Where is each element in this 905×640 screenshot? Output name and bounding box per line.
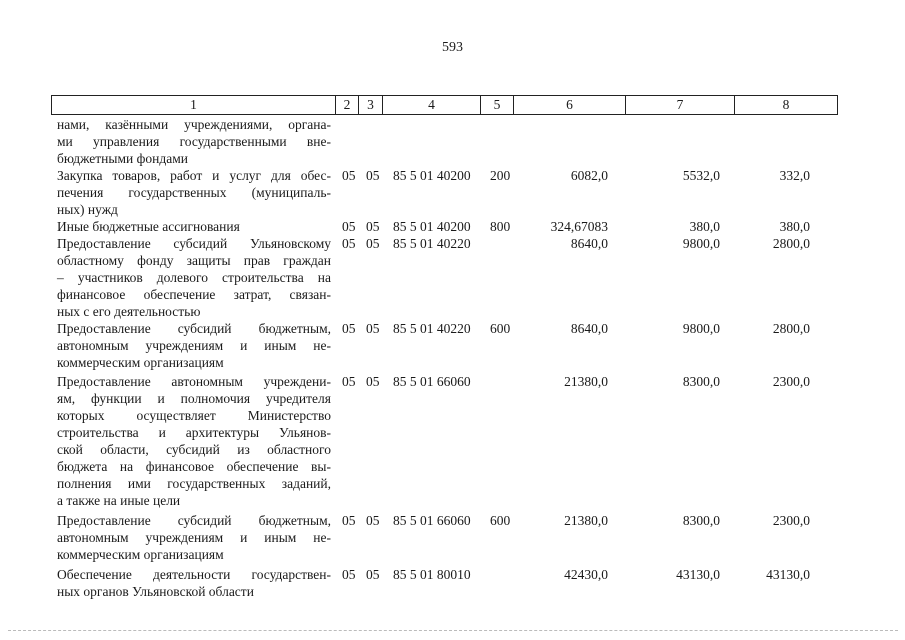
row-expense-type: 600 — [490, 321, 511, 336]
row-amount-6: 42430,0 — [564, 567, 608, 582]
row-name: Предоставление субсидий Ульяновскому областному фонду защиты прав граждан – участников долевого строительства на финансовое обеспечение затрат, связан- ных с его деятельностью — [57, 236, 331, 319]
row-amount-8: 2800,0 — [772, 236, 810, 251]
header-col-5: 5 — [480, 96, 513, 114]
row-amount-6: 8640,0 — [570, 236, 608, 251]
row-section: 05 — [342, 321, 356, 336]
header-col-8: 8 — [734, 96, 837, 114]
row-section: 05 — [342, 236, 356, 251]
row-amount-8: 2800,0 — [772, 321, 810, 336]
row-amount-7: 8300,0 — [682, 513, 720, 528]
row-target-code: 85 5 01 40220 — [393, 236, 471, 251]
row-amount-6: 324,67083 — [550, 219, 608, 234]
row-amount-6: 21380,0 — [564, 374, 608, 389]
row-amount-6: 8640,0 — [570, 321, 608, 336]
page-number: 593 — [442, 40, 463, 55]
row-amount-7: 8300,0 — [682, 374, 720, 389]
row-amount-7: 9800,0 — [682, 321, 720, 336]
row-subsection: 05 — [366, 219, 380, 234]
row-amount-7: 43130,0 — [676, 567, 720, 582]
row-amount-8: 332,0 — [779, 168, 810, 183]
row-amount-8: 2300,0 — [772, 374, 810, 389]
row-section: 05 — [342, 513, 356, 528]
header-col-2: 2 — [335, 96, 358, 114]
row-target-code: 85 5 01 80010 — [393, 567, 471, 582]
row-section: 05 — [342, 567, 356, 582]
row-name: Иные бюджетные ассигнования — [57, 219, 240, 234]
row-name: Предоставление субсидий бюджетным, автономным учреждениям и иным не- коммерческим организациям — [57, 321, 331, 370]
row-subsection: 05 — [366, 168, 380, 183]
row-subsection: 05 — [366, 321, 380, 336]
row-target-code: 85 5 01 66060 — [393, 374, 471, 389]
header-col-1: 1 — [190, 97, 197, 112]
row-name: Предоставление автономным учреждени- ям, функции и полномочия учредителя которых осуществляет Министерство строительства и архитектуры Ульянов- ской области, субсидий из областного бюджета на финансовое обеспечение вы- полнения ими государственных заданий, а также на иные цели — [57, 374, 331, 508]
row-section: 05 — [342, 219, 356, 234]
row-name: Закупка товаров, работ и услуг для обес- печения государственных (муниципаль- ных) нужд — [57, 168, 331, 217]
row-target-code: 85 5 01 40200 — [393, 168, 471, 183]
row-amount-7: 5532,0 — [682, 168, 720, 183]
row-expense-type: 600 — [490, 513, 511, 528]
row-amount-8: 43130,0 — [766, 567, 810, 582]
row-name: Предоставление субсидий бюджетным, автономным учреждениям и иным не- коммерческим организациям — [57, 513, 331, 562]
row-amount-8: 2300,0 — [772, 513, 810, 528]
row-target-code: 85 5 01 66060 — [393, 513, 471, 528]
header-col-3: 3 — [358, 96, 382, 114]
header-col-4: 4 — [382, 96, 480, 114]
row-expense-type: 800 — [490, 219, 511, 234]
row-subsection: 05 — [366, 513, 380, 528]
row-amount-7: 380,0 — [689, 219, 720, 234]
row-subsection: 05 — [366, 236, 380, 251]
row-name: Обеспечение деятельности государствен- ных органов Ульяновской области — [57, 567, 331, 599]
row-expense-type: 200 — [490, 168, 511, 183]
row-section: 05 — [342, 374, 356, 389]
header-col-6: 6 — [513, 96, 625, 114]
header-col-7: 7 — [625, 96, 734, 114]
row-amount-6: 21380,0 — [564, 513, 608, 528]
row-target-code: 85 5 01 40200 — [393, 219, 471, 234]
page-bottom-edge — [8, 630, 898, 631]
row-subsection: 05 — [366, 374, 380, 389]
row-amount-7: 9800,0 — [682, 236, 720, 251]
row-amount-6: 6082,0 — [570, 168, 608, 183]
row-subsection: 05 — [366, 567, 380, 582]
row-section: 05 — [342, 168, 356, 183]
row-amount-8: 380,0 — [779, 219, 810, 234]
row-name: нами, казёнными учреждениями, органа- ми управления государственными вне- бюджетными фондами — [57, 117, 331, 166]
row-target-code: 85 5 01 40220 — [393, 321, 471, 336]
